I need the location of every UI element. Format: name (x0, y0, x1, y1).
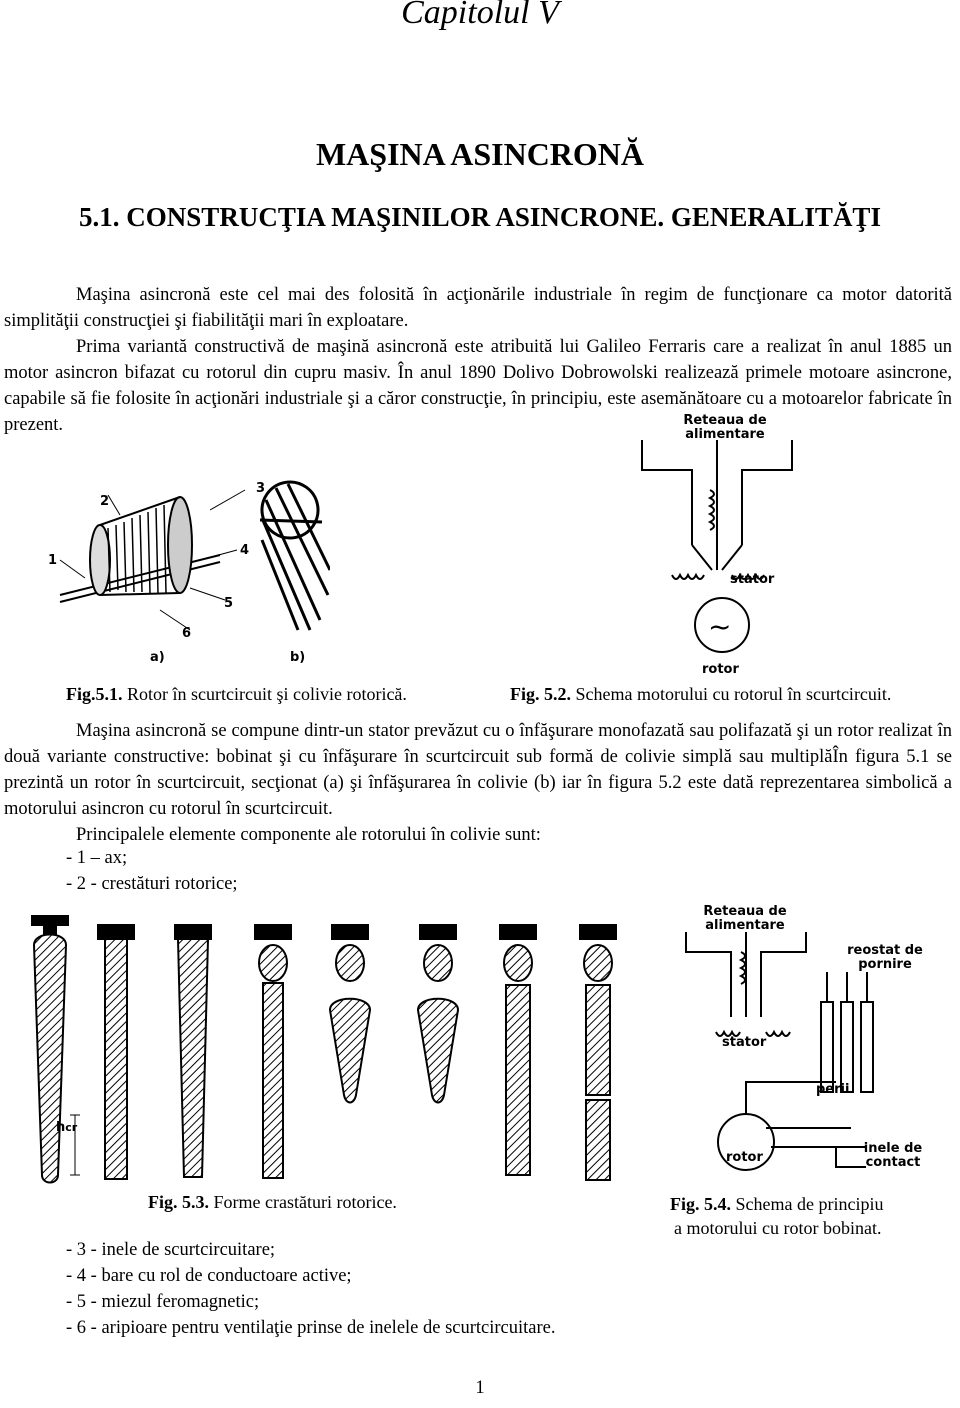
list-item: - 2 - crestături rotorice; (66, 874, 238, 894)
ac-tilde-symbol: ~ (708, 610, 732, 643)
paragraph-4: Principalele elemente componente ale rotorului în colivie sunt: (76, 825, 541, 845)
fig1-sub-b: b) (290, 650, 306, 665)
fig1-label-3: 3 (256, 481, 266, 496)
fig1-label-1: 1 (48, 553, 58, 568)
fig1-sub-a: a) (150, 650, 165, 665)
paragraph-2: Prima variantă constructivă de maşină asincronă este atribuită lui Galileo Ferraris care a realizat în anul 1885 un motor asincron bifazat cu rotorul din cupru masiv. În anul 1890 Dolivo Dobrowolski realizează primele motoare asincrone, capabile să fie folosite în acţionări industriale şi a căror construcţie, în principiu, este asemănătoare cu a motoarelor fabricate în prezent. (4, 337, 952, 435)
page-number: 1 (475, 1378, 485, 1398)
list-item: - 4 - bare cu rol de conductoare active; (66, 1266, 352, 1286)
list-item: - 6 - aripioare pentru ventilaţie prinse de inelele de scurtcircuitare. (66, 1318, 556, 1338)
fig1-caption: Fig.5.1. Rotor în scurtcircuit şi colivie rotorică. (66, 684, 407, 704)
fig4-perii-label: perii (816, 1082, 850, 1097)
fig4-reostat-label: reostat de pornire (847, 943, 923, 972)
fig1-label-4: 4 (240, 543, 250, 558)
list-item: - 1 – ax; (66, 848, 128, 868)
paragraph-3: Maşina asincronă se compune dintr-un stator prevăzut cu o înfăşurare monofazată sau polifazată şi un rotor realizat în două variante constructive: bobinat şi cu înfăşurare în scurtcircuit sub formă de colivie simplă sau multiplăÎn figura 5.1 se prezintă un rotor în scurtcircuit, secţionat (a) şi înfăşurarea în colivie (b) iar în figura 5.2 este dată reprezentarea simbolică a motorului asincron cu rotorul în scurtcircuit. (4, 721, 952, 819)
fig2-stator-label: stator (730, 572, 775, 587)
list-item: - 3 - inele de scurtcircuitare; (66, 1240, 276, 1260)
page-title: MAŞINA ASINCRONĂ (315, 136, 645, 172)
fig4-grid-label: Reteaua de alimentare (703, 904, 787, 933)
fig1-label-2: 2 (100, 494, 110, 509)
fig3-h-label: hcr (56, 1120, 78, 1135)
section-heading: 5.1. CONSTRUCŢIA MAŞINILOR ASINCRONE. GENERALITĂŢI (79, 202, 881, 232)
paragraph-1: Maşina asincronă este cel mai des folosită în acţionările industriale în regim de funcţionare ca motor datorită simplităţii construcţiei şi fiabilităţii mari în exploatare. (4, 285, 952, 331)
chapter-header: Capitolul V (401, 0, 559, 31)
fig2-caption: Fig. 5.2. Schema motorului cu rotorul în scurtcircuit. (510, 684, 892, 704)
list-item: - 5 - miezul feromagnetic; (66, 1292, 260, 1312)
fig1-label-6: 6 (182, 626, 192, 641)
rotor-slot-shapes (20, 915, 660, 1190)
fig2-rotor-label: rotor (702, 662, 739, 677)
fig3-caption: Fig. 5.3. Forme crastături rotorice. (148, 1192, 397, 1212)
fig1-label-5: 5 (224, 596, 234, 611)
fig4-rotor-label: rotor (726, 1150, 763, 1165)
fig4-stator-label: stator (722, 1035, 767, 1050)
fig4-caption: Fig. 5.4. Schema de principiu a motorului cu rotor bobinat. (670, 1194, 884, 1238)
fig4-inele-label: inele de contact (863, 1141, 923, 1170)
fig2-grid-label: Reteaua de alimentare (683, 413, 767, 442)
